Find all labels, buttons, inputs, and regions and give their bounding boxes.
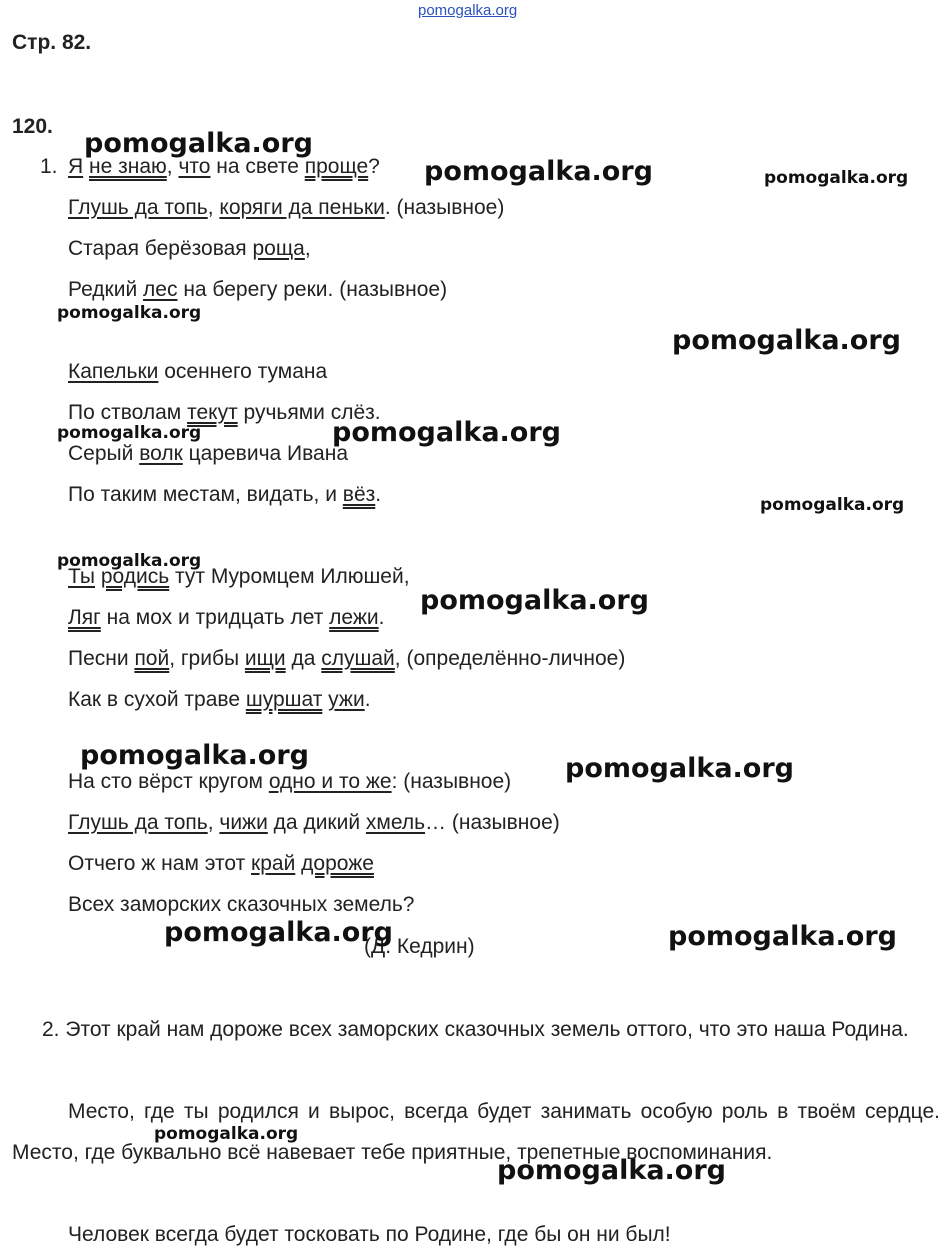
watermark: pomogalka.org bbox=[57, 303, 202, 323]
subject: Капельки bbox=[68, 360, 159, 383]
watermark: pomogalka.org bbox=[672, 325, 901, 356]
line-text: На сто вёрст кругом bbox=[68, 770, 269, 793]
predicate: текут bbox=[187, 401, 238, 424]
line-text: , bbox=[207, 811, 220, 834]
line-text: , bbox=[166, 155, 179, 178]
line-text: осеннего тумана bbox=[158, 360, 328, 383]
top-watermark-link[interactable]: pomogalka.org bbox=[418, 2, 518, 19]
subject: лес bbox=[143, 278, 178, 301]
poem-line bbox=[68, 482, 381, 508]
line-text: , (определённо-личное) bbox=[394, 647, 626, 670]
line-text: ? bbox=[368, 155, 380, 178]
watermark: pomogalka.org bbox=[332, 417, 561, 448]
predicate: пой bbox=[134, 647, 170, 670]
line-text: Всех заморских сказочных земель? bbox=[68, 893, 415, 916]
subject: ужи bbox=[328, 688, 365, 711]
watermark: pomogalka.org bbox=[164, 917, 393, 948]
line-text: : (назывное) bbox=[391, 770, 512, 793]
line-text: царевича Ивана bbox=[182, 442, 348, 465]
subject: Ты bbox=[68, 565, 95, 588]
subject: Глушь да топь bbox=[68, 196, 208, 219]
predicate: ищи bbox=[244, 647, 286, 670]
watermark: pomogalka.org bbox=[80, 740, 309, 771]
line-text: , грибы bbox=[169, 647, 245, 670]
watermark: pomogalka.org bbox=[57, 423, 202, 443]
line-text: да дикий bbox=[267, 811, 366, 834]
line-text: , bbox=[207, 196, 220, 219]
predicate: родись bbox=[100, 565, 170, 588]
task1-marker: 1. bbox=[40, 155, 58, 178]
poem-line bbox=[68, 277, 447, 303]
watermark: pomogalka.org bbox=[424, 156, 653, 187]
page-header: Стр. 82. bbox=[12, 31, 92, 54]
subject: что bbox=[178, 155, 211, 178]
line-text: . (назывное) bbox=[384, 196, 505, 219]
poem-line bbox=[68, 441, 348, 467]
predicate: не знаю bbox=[89, 155, 167, 178]
watermark: pomogalka.org bbox=[668, 921, 897, 952]
line-text: Редкий bbox=[68, 278, 144, 301]
line-text: , bbox=[304, 237, 311, 260]
poem-line bbox=[68, 892, 414, 918]
predicate: лежи bbox=[329, 606, 379, 629]
poem-line bbox=[68, 851, 374, 877]
subject: край bbox=[251, 852, 296, 875]
line-text: Как в сухой траве bbox=[68, 688, 246, 711]
line-text: Старая берёзовая bbox=[68, 237, 253, 260]
subject: Глушь да топь bbox=[68, 811, 208, 834]
task2-paragraph-3: Человек всегда будет тосковать по Родине, где бы он ни был! bbox=[68, 1223, 671, 1246]
line-text: Песни bbox=[68, 647, 135, 670]
poem-line bbox=[68, 359, 327, 385]
subject: коряги да пеньки bbox=[219, 196, 385, 219]
line-text: . bbox=[364, 688, 371, 711]
subject: хмель bbox=[365, 811, 426, 834]
poem-author: (Д. Кедрин) bbox=[364, 935, 475, 958]
watermark: pomogalka.org bbox=[764, 168, 909, 188]
line-text: По стволам bbox=[68, 401, 188, 424]
line-text: да bbox=[285, 647, 322, 670]
predicate: проще bbox=[304, 155, 369, 178]
line-text: на мох и тридцать лет bbox=[100, 606, 330, 629]
predicate: вёз bbox=[342, 483, 376, 506]
line-text: ручьями слёз. bbox=[237, 401, 381, 424]
line-text: на свете bbox=[210, 155, 305, 178]
line-text: тут Муромцем Илюшей, bbox=[169, 565, 410, 588]
predicate: дороже bbox=[301, 852, 374, 875]
poem-line bbox=[68, 687, 371, 713]
predicate: Ляг bbox=[68, 606, 101, 629]
poem-line bbox=[68, 236, 311, 262]
watermark: pomogalka.org bbox=[420, 585, 649, 616]
line-text: Серый bbox=[68, 442, 140, 465]
subject: волк bbox=[139, 442, 183, 465]
task2-paragraph-1: 2. Этот край нам дороже всех заморских сказочных земель оттого, что это наша Родина. bbox=[42, 1018, 909, 1041]
subject: одно и то же bbox=[268, 770, 392, 793]
watermark: pomogalka.org bbox=[497, 1155, 726, 1186]
line-text: на берегу реки. (назывное) bbox=[177, 278, 448, 301]
exercise-number: 120. bbox=[12, 115, 53, 138]
watermark: pomogalka.org bbox=[57, 551, 202, 571]
poem-line bbox=[68, 195, 504, 221]
task2-paragraph-2: Место, где ты родился и вырос, всегда будет занимать особую роль в твоём сердце. Место, где буквально всё навевает тебе приятные, трепетные воспоминания. bbox=[12, 1100, 940, 1164]
line-text: . bbox=[375, 483, 382, 506]
predicate: шуршат bbox=[245, 688, 323, 711]
watermark: pomogalka.org bbox=[154, 1124, 299, 1144]
subject: чижи bbox=[219, 811, 268, 834]
watermark: pomogalka.org bbox=[565, 753, 794, 784]
poem-line bbox=[68, 769, 511, 795]
line-text: По таким местам, видать, и bbox=[68, 483, 343, 506]
predicate: слушай bbox=[321, 647, 395, 670]
poem-line bbox=[68, 810, 560, 836]
poem-line bbox=[68, 605, 384, 631]
line-text: Отчего ж нам этот bbox=[68, 852, 252, 875]
poem-line bbox=[68, 646, 625, 672]
line-text: … (назывное) bbox=[425, 811, 560, 834]
watermark: pomogalka.org bbox=[84, 128, 313, 159]
watermark: pomogalka.org bbox=[760, 495, 905, 515]
subject: Я bbox=[68, 155, 84, 178]
line-text: . bbox=[378, 606, 385, 629]
subject: роща bbox=[252, 237, 305, 260]
